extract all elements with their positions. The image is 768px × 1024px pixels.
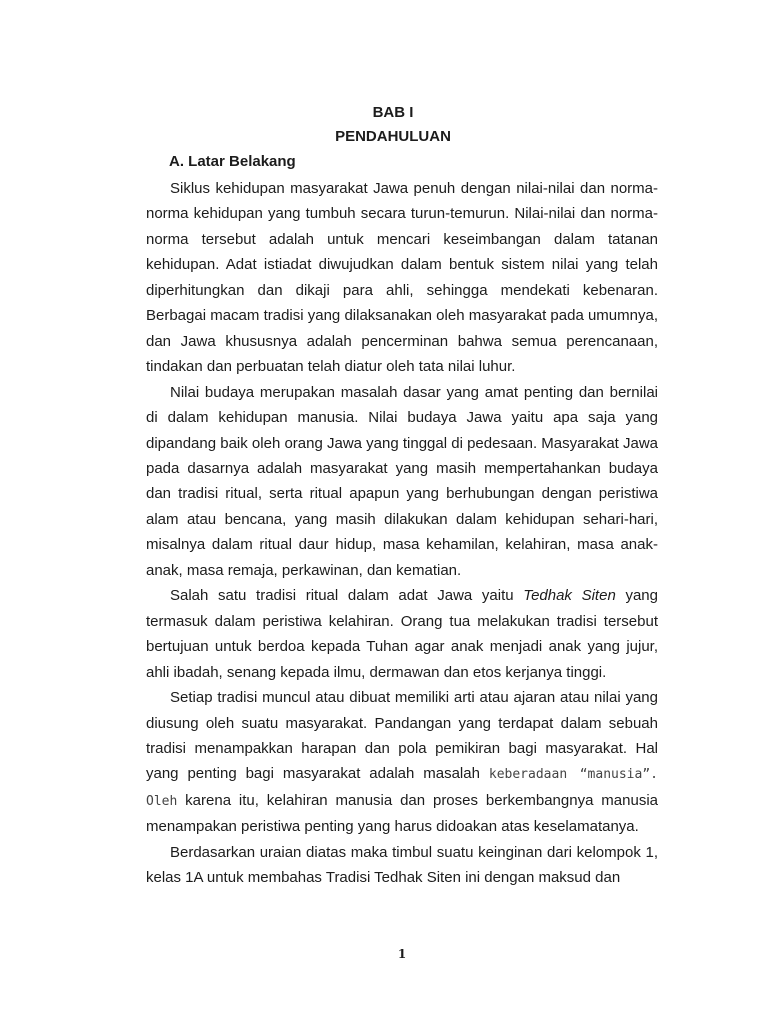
page-number: 1: [397, 947, 407, 961]
paragraph-3: [146, 583, 658, 685]
paragraph-4-mono-run: keberadaan “manusia”. Oleh: [146, 767, 658, 809]
paragraph-3-italic-term: Tedhak Siten: [523, 587, 616, 605]
chapter-label: BAB I: [372, 104, 414, 121]
paragraph-1: Siklus kehidupan masyarakat Jawa penuh dengan nilai-nilai dan norma-norma kehidupan yang tumbuh secara turun-temurun. Nilai-nilai dan norma-norma tersebut adalah untuk mencari keseimbangan dalam tatanan kehidupan. Adat istiadat diwujudkan dalam bentuk sistem nilai yang telah diperhitungkan dan dikaji para ahli, sehingga mendekati kebenaran. Berbagai macam tradisi yang dilaksanakan oleh masyarakat pada umumnya, dan Jawa khususnya adalah pencerminan bahwa semua perencanaan, tindakan dan perbuatan telah diatur oleh tata nilai luhur.: [146, 180, 658, 376]
paragraph-4-text-end: karena itu, kelahiran manusia dan proses berkembangnya manusia menampakan peristiwa penting yang harus didoakan atas keselamatanya.: [146, 791, 658, 836]
paragraph-3-text-end: yang termasuk dalam peristiwa kelahiran. Orang tua melakukan tradisi tersebut bertujuan untuk berdoa kepada Tuhan agar anak menjadi anak yang jujur, ahli ibadah, senang kepada ilmu, dermawan dan etos kerjanya tinggi.: [146, 587, 658, 681]
body-text: [146, 176, 658, 891]
paragraph-4: [146, 685, 658, 840]
paragraph-5: Berdasarkan uraian diatas maka timbul suatu keinginan dari kelompok 1, kelas 1A untuk membahas Tradisi Tedhak Siten ini dengan maksud dan: [146, 843, 658, 887]
paragraph-2: Nilai budaya merupakan masalah dasar yang amat penting dan bernilai di dalam kehidupan manusia. Nilai budaya Jawa yaitu apa saja yang dipandang baik oleh orang Jawa yang tinggal di pedesaan. Masyarakat Jawa pada dasarnya adalah masyarakat yang masih mempertahankan budaya dan tradisi ritual, serta ritual apapun yang berhubungan dengan peristiwa alam atau bencana, yang masih dilakukan dalam kehidupan sehari-hari, misalnya dalam ritual daur hidup, masa kehamilan, kelahiran, masa anak-anak, masa remaja, perkawinan, dan kematian.: [146, 383, 659, 579]
paragraph-3-text-start: Salah satu tradisi ritual dalam adat Jawa yaitu: [170, 587, 524, 605]
section-heading: A. Latar Belakang: [169, 153, 296, 170]
paragraph-4-text-start: Setiap tradisi muncul atau dibuat memiliki arti atau ajaran atau nilai yang diusung oleh suatu masyarakat. Pandangan yang terdapat dalam sebuah tradisi menampakkan harapan dan pola pemikiran bagi masyarakat. Hal yang penting bagi masyarakat adalah masalah: [146, 689, 658, 783]
chapter-title: PENDAHULUAN: [335, 128, 451, 145]
